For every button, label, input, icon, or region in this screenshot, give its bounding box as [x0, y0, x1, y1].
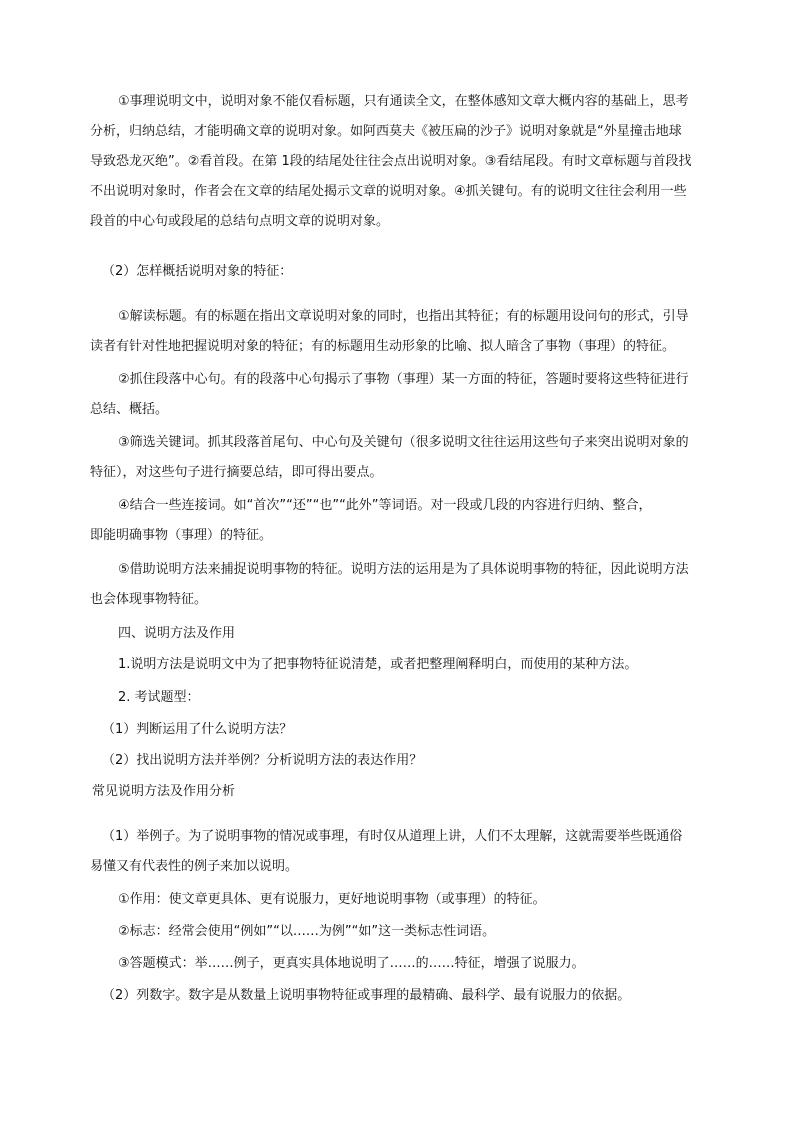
paragraph-methods-features	[90, 555, 712, 615]
text-line: ①事理说明文中，说明对象不能仅看标题，只有通读全文，在整体感知文章大概内容的基础上，思考	[118, 94, 689, 109]
paragraph-identify-object	[90, 87, 712, 237]
examples-function	[90, 885, 712, 915]
examples-markers	[90, 917, 712, 947]
text-line: 2. 考试题型：	[118, 690, 200, 705]
section-heading-methods	[90, 619, 712, 649]
text-line: （2）怎样概括说明对象的特征：	[102, 264, 293, 279]
paragraph-examples-method	[90, 822, 712, 882]
text-line: （1）判断运用了什么说明方法？	[102, 722, 293, 737]
text-line: ①作用：使文章更具体、更有说服力，更好地说明事物（或事理）的特征。	[118, 892, 546, 907]
text-line: 特征），对这些句子进行摘要总结，即可得出要点。	[90, 465, 383, 480]
text-line: ④结合一些连接词。如“首次”“还”“也”“此外”等词语。对一段或几段的内容进行归纳、整合，	[118, 498, 652, 513]
definition-line	[90, 650, 712, 680]
text-line: （2）列数字。数字是从数量上说明事物特征或事理的最精确、最科学、最有说服力的依据。	[102, 988, 631, 1003]
paragraph-numbers-method	[90, 981, 712, 1011]
paragraph-connectives	[90, 491, 712, 551]
text-line: （2）找出说明方法并举例？分析说明方法的表达作用？	[102, 753, 423, 768]
text-line: 易懂又有代表性的例子来加以说明。	[90, 859, 299, 874]
text-line: 也会体现事物特征。	[90, 592, 208, 607]
text-line: ③答题模式：举……例子，更真实具体地说明了……的……特征，增强了说服力。	[118, 956, 585, 971]
text-line: 分析，归纳总结，才能明确文章的说明对象。如阿西莫夫《被压扁的沙子》说明对象就是“外星撞击地球	[90, 124, 682, 139]
exam-type-1	[90, 715, 712, 745]
text-line: 段首的中心句或段尾的总结句点明文章的说明对象。	[90, 214, 390, 229]
text-line: ②抓住段落中心句。有的段落中心句揭示了事物（事理）某一方面的特征，答题时要将这些特征进行	[118, 372, 689, 387]
paragraph-keywords	[90, 428, 712, 488]
text-line: 四、说明方法及作用	[118, 626, 236, 641]
text-line: 不出说明对象时，作者会在文章的结尾处揭示文章的说明对象。④抓关键句。有的说明文往往会利用一些	[90, 184, 687, 199]
text-line: 1.说明方法是说明文中为了把事物特征说清楚，或者把整理阐释明白，而使用的某种方法。	[118, 657, 638, 672]
text-line: 总结、概括。	[90, 402, 169, 417]
text-line: 即能明确事物（事理）的特征。	[90, 528, 273, 543]
text-line: ③筛选关键词。抓其段落首尾句、中心句及关键句（很多说明文往往运用这些句子来突出说明对象的	[118, 435, 689, 450]
paragraph-central-sentence	[90, 365, 712, 425]
question-heading-features	[90, 257, 712, 287]
text-line: ⑤借助说明方法来捕捉说明事物的特征。说明方法的运用是为了具体说明事物的特征，因此说明方法	[118, 562, 689, 577]
text-line: ②标志：经常会使用“例如”“以……为例”“如”这一类标志性词语。	[118, 924, 496, 939]
text-line: 读者有针对性地把握说明对象的特征；有的标题用生动形象的比喻、拟人暗含了事物（事理）的特征。	[90, 339, 676, 354]
text-line: 常见说明方法及作用分析	[92, 784, 236, 799]
common-methods-heading	[90, 777, 712, 807]
exam-type-2	[90, 746, 712, 776]
text-line: 导致恐龙灭绝”。②看首段。在第 1段的结尾处往往会点出说明对象。③看结尾段。有时文章标题与首段找	[90, 154, 692, 169]
text-line: （1）举例子。为了说明事物的情况或事理，有时仅从道理上讲，人们不太理解，这就需要举些既通俗	[102, 829, 683, 844]
paragraph-read-title	[90, 302, 712, 362]
exam-types-heading	[90, 683, 712, 713]
text-line: ①解读标题。有的标题在指出文章说明对象的同时，也指出其特征；有的标题用设问句的形式，引导	[118, 309, 689, 324]
examples-answer-pattern	[90, 949, 712, 979]
